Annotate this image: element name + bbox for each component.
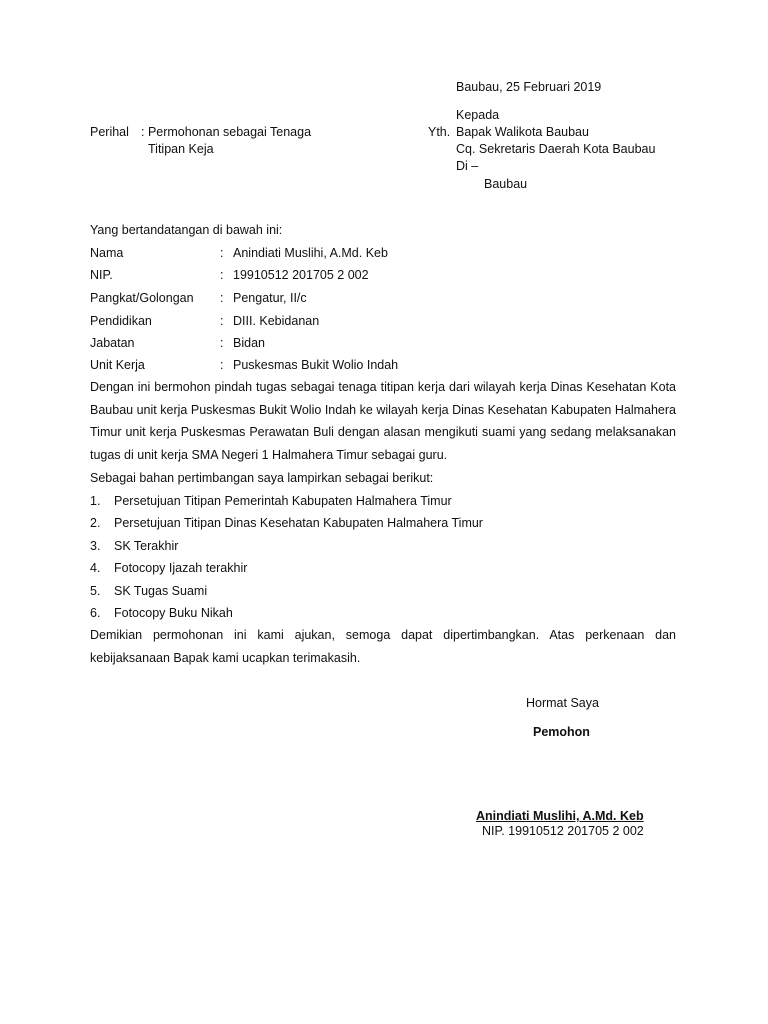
attachments-intro: Sebagai bahan pertimbangan saya lampirkan sebagai berikut:	[90, 471, 434, 485]
subject-line-2: Titipan Keja	[148, 142, 214, 156]
identity-value: Anindiati Muslihi, A.Md. Keb	[233, 246, 388, 260]
identity-label: Nama	[90, 246, 124, 260]
identity-colon: :	[220, 291, 224, 305]
list-number: 2.	[90, 516, 101, 530]
identity-label: Pangkat/Golongan	[90, 291, 194, 305]
recipient-line-3: Di –	[456, 159, 479, 173]
recipient-line-1: Bapak Walikota Baubau	[456, 125, 589, 139]
list-number: 4.	[90, 561, 101, 575]
subject-label: Perihal	[90, 125, 129, 139]
list-text: SK Terakhir	[114, 539, 179, 553]
identity-label: NIP.	[90, 268, 113, 282]
recipient-kepada: Kepada	[456, 108, 500, 122]
identity-colon: :	[220, 314, 224, 328]
identity-value: Bidan	[233, 336, 265, 350]
date-line: Baubau, 25 Februari 2019	[456, 80, 602, 94]
identity-label: Unit Kerja	[90, 358, 145, 372]
signature-role: Pemohon	[533, 725, 590, 739]
identity-colon: :	[220, 336, 224, 350]
recipient-line-4: Baubau	[484, 177, 528, 191]
closing-paragraph: Demikian permohonan ini kami ajukan, semoga dapat dipertimbangkan. Atas perkenaan dan kebijaksanaan Bapak kami ucapkan terimakasih.	[90, 628, 676, 665]
identity-label: Pendidikan	[90, 314, 152, 328]
list-text: Persetujuan Titipan Pemerintah Kabupaten Halmahera Timur	[114, 494, 452, 508]
signature-name: Anindiati Muslihi, A.Md. Keb	[476, 809, 644, 823]
list-text: SK Tugas Suami	[114, 584, 208, 598]
subject-line-1: : Permohonan sebagai Tenaga	[141, 125, 312, 139]
list-number: 6.	[90, 606, 101, 620]
list-number: 1.	[90, 494, 101, 508]
identity-colon: :	[220, 268, 224, 282]
list-text: Fotocopy Buku Nikah	[114, 606, 233, 620]
list-number: 5.	[90, 584, 101, 598]
recipient-line-2: Cq. Sekretaris Daerah Kota Baubau	[456, 142, 656, 156]
identity-label: Jabatan	[90, 336, 135, 350]
identity-value: 19910512 201705 2 002	[233, 268, 369, 282]
identity-colon: :	[220, 246, 224, 260]
list-number: 3.	[90, 539, 101, 553]
identity-value: Pengatur, II/c	[233, 291, 307, 305]
list-text: Persetujuan Titipan Dinas Kesehatan Kabupaten Halmahera Timur	[114, 516, 483, 530]
signature-regards: Hormat Saya	[526, 696, 599, 710]
identity-colon: :	[220, 358, 224, 372]
list-text: Fotocopy Ijazah terakhir	[114, 561, 248, 575]
signature-nip: NIP. 19910512 201705 2 002	[482, 824, 644, 838]
identity-value: Puskesmas Bukit Wolio Indah	[233, 358, 399, 372]
intro-text: Yang bertandatangan di bawah ini:	[90, 223, 283, 237]
recipient-yth: Yth.	[428, 125, 451, 139]
body-paragraph: Dengan ini bermohon pindah tugas sebagai tenaga titipan kerja dari wilayah kerja Dinas Kesehatan Kota Baubau unit kerja Puskesmas Bukit Wolio Indah ke wilayah kerja Dinas Kesehatan Kabupaten Halmahera Timur unit kerja Puskesmas Perawatan Buli dengan alasan mengikuti suami yang sedang melaksanakan tugas di unit kerja SMA Negeri 1 Halmahera Timur sebagai guru.	[90, 380, 676, 462]
identity-value: DIII. Kebidanan	[233, 314, 320, 328]
